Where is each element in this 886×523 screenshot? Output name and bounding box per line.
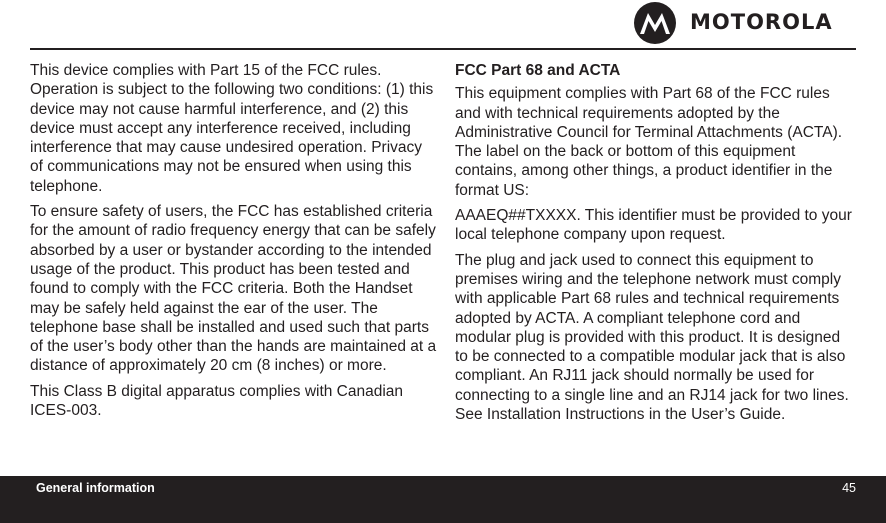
right-column: [455, 61, 855, 430]
footer-section-label: General information: [36, 481, 155, 495]
plug-jack-paragraph: The plug and jack used to connect this equipment to premises wiring and the telephone network must comply with applicable Part 68 rules and technical requirements adopted by ACTA. A compliant telephone cord and modular plug is provided with this product. It is designed to be connected to a compatible modular jack that is also compliant. An RJ11 jack should normally be used for connecting to a single line and an RJ14 jack for two lines. See Installation Instructions in the User’s Guide.: [455, 251, 849, 424]
left-column: [30, 61, 438, 426]
identifier-paragraph: AAAEQ##TXXXX. This identifier must be provided to your local telephone company upon request.: [455, 207, 852, 244]
header-divider: [30, 48, 856, 50]
section-heading: FCC Part 68 and ACTA: [455, 62, 621, 79]
page-number: 45: [842, 481, 856, 495]
page-footer: [0, 476, 886, 523]
part68-paragraph: This equipment complies with Part 68 of the FCC rules and with technical requirements adopted by the Administrative Council for Terminal Attachments (ACTA). The label on the back or bottom of this equipment contains, among other things, a product identifier in the format US:: [455, 85, 843, 199]
rf-safety-paragraph: To ensure safety of users, the FCC has established criteria for the amount of radio frequency energy that can be safely absorbed by a user or bystander according to the intended usage of the product. This product has been tested and found to comply with the FCC criteria. Both the Handset may be safely held against the ear of the user. The telephone base shall be installed and used such that parts of the user’s body other than the hands are maintained at a distance of approximately 20 cm (8 inches) or more.: [30, 203, 437, 375]
fcc-part15-paragraph: This device complies with Part 15 of the FCC rules. Operation is subject to the following two conditions: (1) this device may not cause harmful interference, and (2) this device must accept any interference received, including interference that may cause undesired operation. Privacy of communications may not be ensured when using this telephone.: [30, 62, 434, 195]
canadian-ices-paragraph: This Class B digital apparatus complies with Canadian ICES-003.: [30, 382, 404, 420]
brand-wordmark: MOTOROLA: [690, 10, 833, 34]
motorola-batwing-icon: [634, 2, 676, 44]
